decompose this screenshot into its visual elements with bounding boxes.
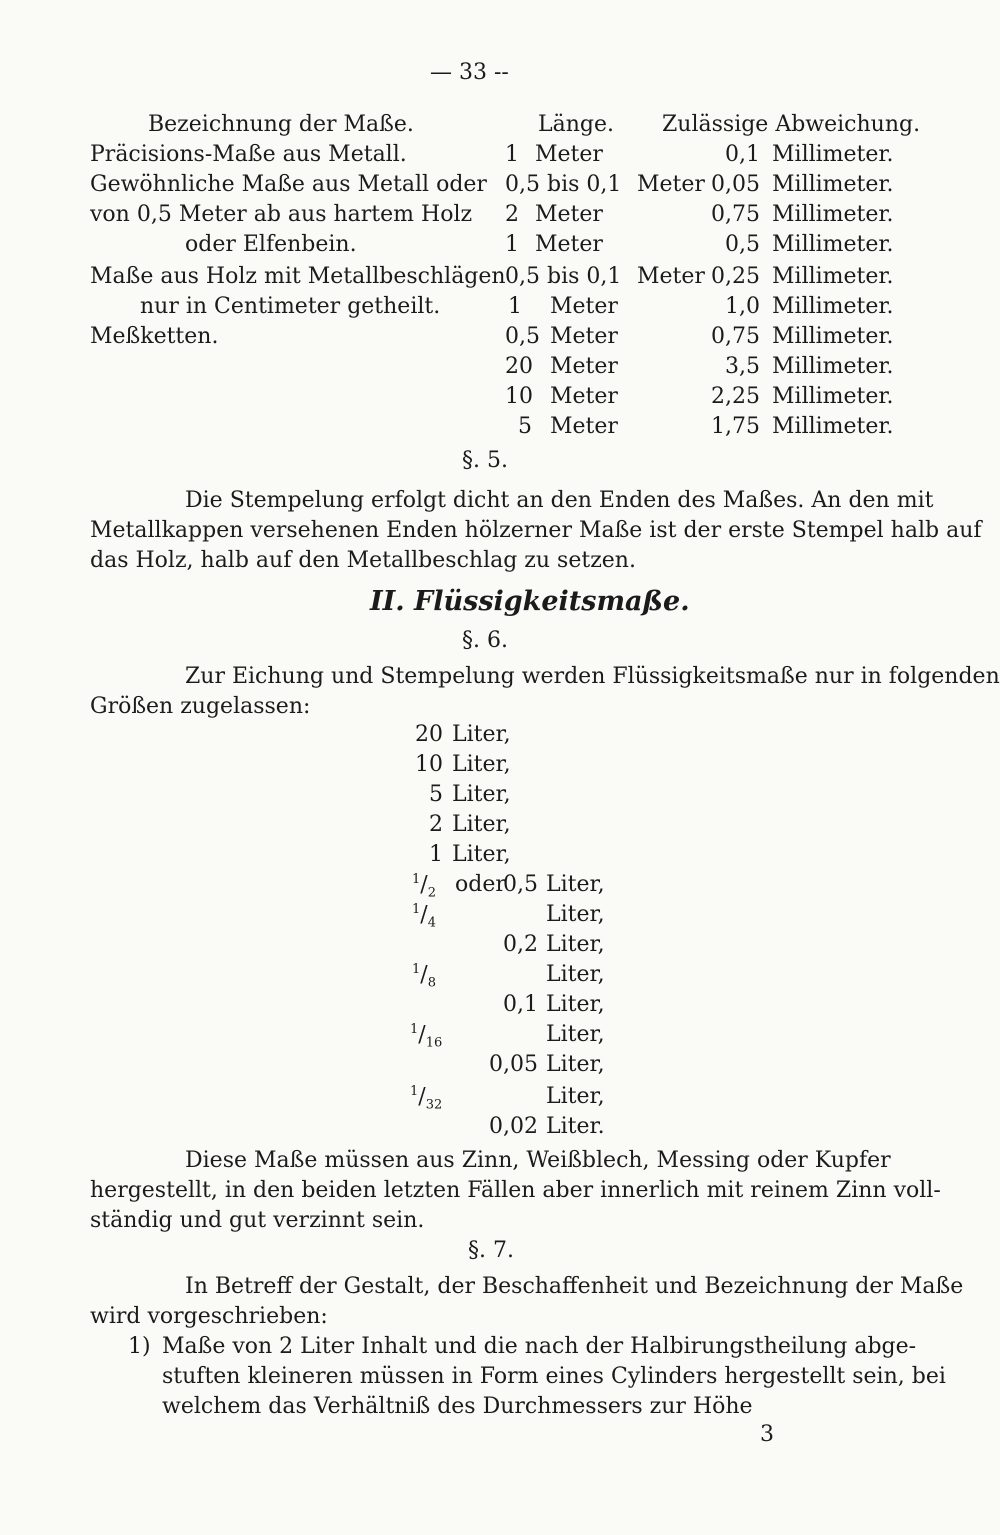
row-length-unit: Meter bbox=[535, 142, 603, 167]
row-deviation-unit: Millimeter. bbox=[772, 202, 894, 227]
row-deviation-unit: Millimeter. bbox=[772, 294, 894, 319]
row-length-num: 20 bbox=[505, 354, 533, 379]
size-unit: Liter, bbox=[452, 812, 511, 837]
row-deviation-unit: Millimeter. bbox=[772, 324, 894, 349]
size-value: 0,5 bbox=[503, 872, 538, 897]
size-unit: Liter, bbox=[452, 722, 511, 747]
paragraph-line: hergestellt, in den beiden letzten Fällen aber innerlich mit reinem Zinn voll- bbox=[90, 1178, 941, 1203]
row-deviation-unit: Millimeter. bbox=[772, 354, 894, 379]
fraction-numerator: 1 bbox=[412, 902, 421, 917]
size-value: 0,05 bbox=[489, 1052, 538, 1077]
row-deviation-value: 1,75 bbox=[711, 414, 760, 439]
size-unit: Liter. bbox=[546, 1114, 605, 1139]
paragraph-line: Metallkappen versehenen Enden hölzerner Maße ist der erste Stempel halb auf bbox=[90, 518, 982, 543]
row-deviation-unit: Millimeter. bbox=[772, 384, 894, 409]
row-deviation-value: 0,1 bbox=[725, 142, 760, 167]
list-marker: 1) bbox=[128, 1334, 151, 1359]
table-left-line: Gewöhnliche Maße aus Metall oder bbox=[90, 172, 487, 197]
size-value: 0,02 bbox=[489, 1114, 538, 1139]
row-length-num: 2 bbox=[505, 202, 519, 227]
row-deviation-unit: Millimeter. bbox=[772, 264, 894, 289]
row-length-unit: Meter bbox=[637, 172, 705, 197]
row-length-num: 0,5 bis 0,1 bbox=[505, 264, 622, 289]
row-deviation-unit: Millimeter. bbox=[772, 172, 894, 197]
row-length-num: 1 bbox=[508, 294, 522, 319]
paragraph-line: das Holz, halb auf den Metallbeschlag zu setzen. bbox=[90, 548, 636, 573]
row-deviation-unit: Millimeter. bbox=[772, 142, 894, 167]
fraction-numerator: 1 bbox=[410, 1084, 419, 1099]
size-unit: Liter, bbox=[546, 872, 605, 897]
row-deviation-value: 2,25 bbox=[711, 384, 760, 409]
size-fraction: $^1/_2$ bbox=[412, 872, 436, 901]
row-length-unit: Meter bbox=[535, 232, 603, 257]
row-length-unit: Meter bbox=[550, 294, 618, 319]
list-item-line: welchem das Verhältniß des Durchmessers zur Höhe bbox=[162, 1394, 753, 1419]
signature-mark: 3 bbox=[760, 1422, 774, 1447]
fraction-denominator: 4 bbox=[427, 915, 436, 931]
size-unit: Liter, bbox=[546, 1022, 605, 1047]
fraction-denominator: 16 bbox=[425, 1035, 443, 1051]
fraction-numerator: 1 bbox=[412, 962, 421, 977]
size-value: 20 bbox=[415, 722, 443, 747]
paragraph-line: Größen zugelassen: bbox=[90, 694, 311, 719]
size-fraction: $^1/_{32}$ bbox=[410, 1084, 443, 1113]
size-unit: Liter, bbox=[546, 962, 605, 987]
size-fraction: $^1/_{16}$ bbox=[410, 1022, 443, 1051]
table-left-line: nur in Centimeter getheilt. bbox=[140, 294, 441, 319]
paragraph-line: Zur Eichung und Stempelung werden Flüssigkeitsmaße nur in folgenden bbox=[185, 664, 1000, 689]
section-7-title: §. 7. bbox=[468, 1238, 514, 1263]
list-item-line: stuften kleineren müssen in Form eines Cylinders hergestellt sein, bei bbox=[162, 1364, 946, 1389]
paragraph-line: Diese Maße müssen aus Zinn, Weißblech, Messing oder Kupfer bbox=[185, 1148, 891, 1173]
row-length-num: 5 bbox=[518, 414, 532, 439]
table-header-length: Länge. bbox=[538, 112, 614, 137]
row-deviation-value: 0,25 bbox=[711, 264, 760, 289]
size-unit: Liter, bbox=[546, 902, 605, 927]
row-length-num: 0,5 bis 0,1 bbox=[505, 172, 622, 197]
table-left-line: Präcisions-Maße aus Metall. bbox=[90, 142, 407, 167]
paragraph-line: In Betreff der Gestalt, der Beschaffenheit und Bezeichnung der Maße bbox=[185, 1274, 964, 1299]
size-value: 10 bbox=[415, 752, 443, 777]
size-value: 0,2 bbox=[503, 932, 538, 957]
row-deviation-value: 0,75 bbox=[711, 324, 760, 349]
section-6-title: §. 6. bbox=[462, 628, 508, 653]
table-left-line: Maße aus Holz mit Metallbeschlägen bbox=[90, 264, 506, 289]
table-left-line: von 0,5 Meter ab aus hartem Holz bbox=[90, 202, 473, 227]
size-unit: Liter, bbox=[546, 1084, 605, 1109]
fraction-denominator: 8 bbox=[427, 975, 436, 991]
row-deviation-value: 0,05 bbox=[711, 172, 760, 197]
list-item-line: Maße von 2 Liter Inhalt und die nach der Halbirungstheilung abge- bbox=[162, 1334, 917, 1359]
size-fraction: $^1/_8$ bbox=[412, 962, 436, 991]
paragraph-line: wird vorgeschrieben: bbox=[90, 1304, 328, 1329]
size-connector: oder bbox=[455, 872, 506, 897]
row-deviation-value: 3,5 bbox=[725, 354, 760, 379]
section-heading-ii: II. Flüssigkeitsmaße. bbox=[370, 586, 690, 617]
table-left-line: oder Elfenbein. bbox=[185, 232, 357, 257]
row-length-unit: Meter bbox=[550, 354, 618, 379]
paragraph-line: ständig und gut verzinnt sein. bbox=[90, 1208, 425, 1233]
table-left-line: Meßketten. bbox=[90, 324, 219, 349]
size-unit: Liter, bbox=[452, 842, 511, 867]
fraction-numerator: 1 bbox=[412, 872, 421, 887]
size-value: 2 bbox=[429, 812, 443, 837]
row-deviation-unit: Millimeter. bbox=[772, 232, 894, 257]
row-length-num: 10 bbox=[505, 384, 533, 409]
size-unit: Liter, bbox=[546, 1052, 605, 1077]
size-value: 1 bbox=[429, 842, 443, 867]
size-value: 5 bbox=[429, 782, 443, 807]
row-deviation-unit: Millimeter. bbox=[772, 414, 894, 439]
size-unit: Liter, bbox=[452, 752, 511, 777]
size-unit: Liter, bbox=[452, 782, 511, 807]
row-deviation-value: 0,5 bbox=[725, 232, 760, 257]
section-5-title: §. 5. bbox=[462, 448, 508, 473]
row-length-unit: Meter bbox=[535, 202, 603, 227]
size-unit: Liter, bbox=[546, 992, 605, 1017]
row-length-unit: Meter bbox=[550, 324, 618, 349]
size-unit: Liter, bbox=[546, 932, 605, 957]
row-length-unit: Meter bbox=[550, 384, 618, 409]
paragraph-line: Die Stempelung erfolgt dicht an den Enden des Maßes. An den mit bbox=[185, 488, 934, 513]
row-length-num: 1 bbox=[505, 142, 519, 167]
page-number: — 33 -- bbox=[430, 60, 509, 85]
fraction-denominator: 32 bbox=[425, 1097, 443, 1113]
row-length-num: 0,5 bbox=[505, 324, 540, 349]
row-deviation-value: 0,75 bbox=[711, 202, 760, 227]
row-deviation-value: 1,0 bbox=[725, 294, 760, 319]
row-length-num: 1 bbox=[505, 232, 519, 257]
size-fraction: $^1/_4$ bbox=[412, 902, 436, 931]
row-length-unit: Meter bbox=[637, 264, 705, 289]
fraction-numerator: 1 bbox=[410, 1022, 419, 1037]
size-value: 0,1 bbox=[503, 992, 538, 1017]
table-header-deviation: Zulässige Abweichung. bbox=[662, 112, 921, 137]
fraction-denominator: 2 bbox=[427, 885, 436, 901]
row-length-unit: Meter bbox=[550, 414, 618, 439]
table-header-designation: Bezeichnung der Maße. bbox=[148, 112, 414, 137]
